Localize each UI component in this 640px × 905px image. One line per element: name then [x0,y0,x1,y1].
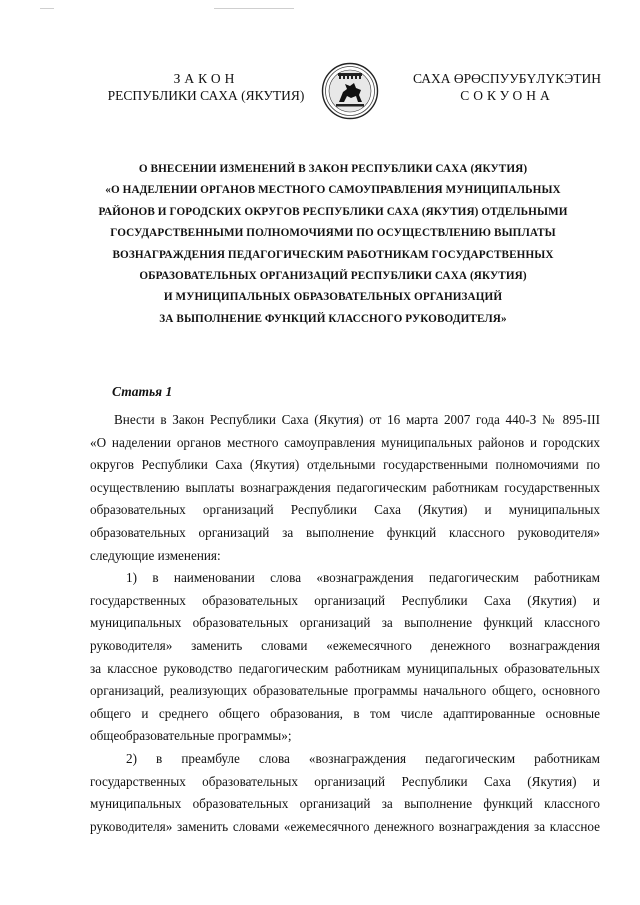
title-line: ОБРАЗОВАТЕЛЬНЫХ ОРГАНИЗАЦИЙ РЕСПУБЛИКИ САХА (ЯКУТИЯ) [139,270,527,283]
body-line: общего и среднего общего образования, в том числе адаптированные основные [90,705,600,721]
coat-of-arms-emblem [321,62,379,120]
republic-name-sakha: САХА ӨРӨСПУУБҮЛҮКЭТИН [412,71,602,86]
article-body [90,409,600,838]
law-label-ru: ЗАКОН [173,71,239,86]
body-line: образовательных организаций Республики Саха (Якутия) и муниципальных [90,502,600,518]
header-right [396,70,618,104]
republic-name-ru: РЕСПУБЛИКИ САХА (ЯКУТИЯ) [107,88,305,103]
title-line: О ВНЕСЕНИИ ИЗМЕНЕНИЙ В ЗАКОН РЕСПУБЛИКИ САХА (ЯКУТИЯ) [138,163,528,175]
header-left [96,70,316,104]
title-line: И МУНИЦИПАЛЬНЫХ ОБРАЗОВАТЕЛЬНЫХ ОРГАНИЗАЦИЙ [163,291,503,304]
list-item-2-line: 2) в преамбуле слова «вознаграждения педагогическим работникам [126,750,600,766]
law-label-sakha: СОКУОНА [460,88,554,103]
title-line: «О НАДЕЛЕНИИ ОРГАНОВ МЕСТНОГО САМОУПРАВЛЕНИЯ МУНИЦИПАЛЬНЫХ [105,184,561,197]
title-line: РАЙОНОВ И ГОРОДСКИХ ОКРУГОВ РЕСПУБЛИКИ САХА (ЯКУТИЯ) ОТДЕЛЬНЫМИ [98,205,568,218]
scan-artifact [214,8,294,9]
body-line: руководителя» заменить словами «ежемесячного денежного вознаграждения [90,637,600,653]
body-line: организаций, реализующих образовательные программы начального общего, основного [90,683,600,699]
body-line: «О наделении органов местного самоуправления муниципальных районов и городских [90,434,600,450]
title-line: ЗА ВЫПОЛНЕНИЕ ФУНКЦИЙ КЛАССНОГО РУКОВОДИТЕЛЯ» [159,312,507,325]
body-line: общеобразовательные программы»; [90,728,292,744]
body-line: округов Республики Саха (Якутия) отдельными государственными полномочиями по [90,457,600,473]
body-line: за классное руководство педагогическим работникам муниципальных образовательных [90,660,600,676]
body-line: муниципальных образовательных организаций за выполнение функций классного [90,796,600,812]
scan-artifact [40,8,54,9]
title-line: ВОЗНАГРАЖДЕНИЯ ПЕДАГОГИЧЕСКИМ РАБОТНИКАМ ГОСУДАРСТВЕННЫХ [112,248,554,261]
title-line: ГОСУДАРСТВЕННЫМИ ПОЛНОМОЧИЯМИ ПО ОСУЩЕСТВЛЕНИЮ ВЫПЛАТЫ [110,227,556,240]
body-line: государственных образовательных организаций Республики Саха (Якутия) и [90,592,600,608]
law-title [98,159,568,330]
body-line: руководителя» заменить словами «ежемесячного денежного вознаграждения за классное [90,818,600,834]
body-line: осуществлению выплаты вознаграждения педагогическим работникам государственных [90,479,600,495]
body-line: государственных образовательных организаций Республики Саха (Якутия) и [90,773,600,789]
list-item-1-line: 1) в наименовании слова «вознаграждения педагогическим работникам [126,570,600,586]
body-line: Внести в Закон Республики Саха (Якутия) от 16 марта 2007 года 440-З № 895-III [114,412,600,427]
body-line: следующие изменения: [90,547,221,563]
article-heading: Статья 1 [112,384,173,399]
body-line: образовательных организаций за выполнение функций классного руководителя» [90,524,600,540]
body-line: муниципальных образовательных организаций за выполнение функций классного [90,615,600,631]
